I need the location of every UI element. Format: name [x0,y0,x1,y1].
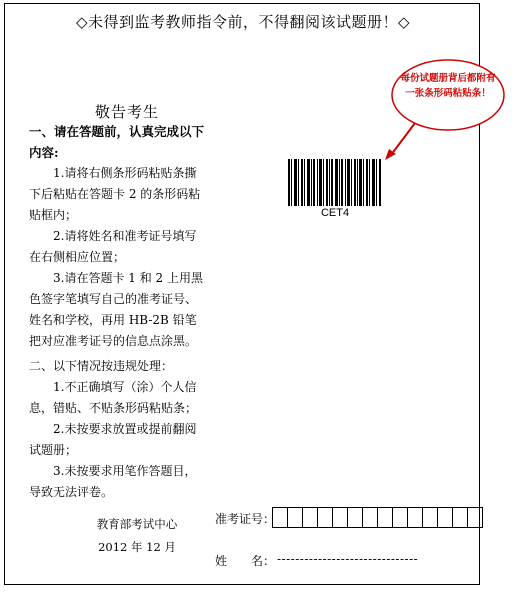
answer-booklet-cover [4,3,496,585]
issuer: 教育部考试中心 [96,517,178,531]
section-1-item-1: 1.请将右侧条形码粘贴条撕下后粘贴在答题卡 2 的条形码粘贴框内； [29,166,201,222]
candidate-number-box[interactable] [422,507,438,528]
callout-text: 每份试题册背后都附有一张条形码粘贴条！ [400,73,496,99]
section-2-heading: 二、以下情况按违规处理： [29,359,174,373]
candidate-number-box[interactable] [392,507,408,528]
section-1-item-2: 2.请将姓名和准考证号填写在右侧相应位置； [29,229,197,264]
candidate-number-box[interactable] [347,507,363,528]
candidate-number-box[interactable] [317,507,333,528]
candidate-number-box[interactable] [437,507,453,528]
notice-title: 敬告考生 [95,103,160,121]
name-field-line[interactable]: ------------------------------- [277,552,419,566]
notice-section-2 [29,356,205,503]
barcode-label: CET4 [320,207,350,219]
candidate-number-label: 准考证号： [215,512,276,526]
candidate-number-box[interactable] [272,507,288,528]
candidate-number-box[interactable] [302,507,318,528]
barcode [287,159,383,206]
candidate-number-box[interactable] [362,507,378,528]
candidate-number-box[interactable] [407,507,423,528]
candidate-number-boxes[interactable] [273,507,483,528]
warning-banner: ◇未得到监考教师指令前，不得翻阅该试题册！◇ [75,13,411,31]
notice-section-1 [29,121,205,352]
section-2-item-2: 2.未按要求放置或提前翻阅试题册； [29,422,197,457]
name-label: 姓 名： [215,554,276,568]
candidate-number-box[interactable] [467,507,483,528]
candidate-number-box[interactable] [452,507,468,528]
callout-arrow [391,123,415,155]
candidate-number-box[interactable] [287,507,303,528]
section-1-item-3: 3.请在答题卡 1 和 2 上用黑色签字笔填写自己的准考证号、姓名和学校，再用 HB-2B 铅笔把对应准考证号的信息点涂黑。 [29,271,203,348]
issue-date: 2012 年 12 月 [98,540,176,554]
section-2-item-1: 1.不正确填写（涂）个人信息，错贴、不贴条形码粘贴条； [29,380,198,415]
candidate-number-box[interactable] [377,507,393,528]
candidate-number-box[interactable] [332,507,348,528]
section-2-item-3: 3.未按要求用笔作答题目，导致无法评卷。 [29,464,197,499]
section-1-heading: 一、请在答题前，认真完成以下内容: [29,124,205,160]
